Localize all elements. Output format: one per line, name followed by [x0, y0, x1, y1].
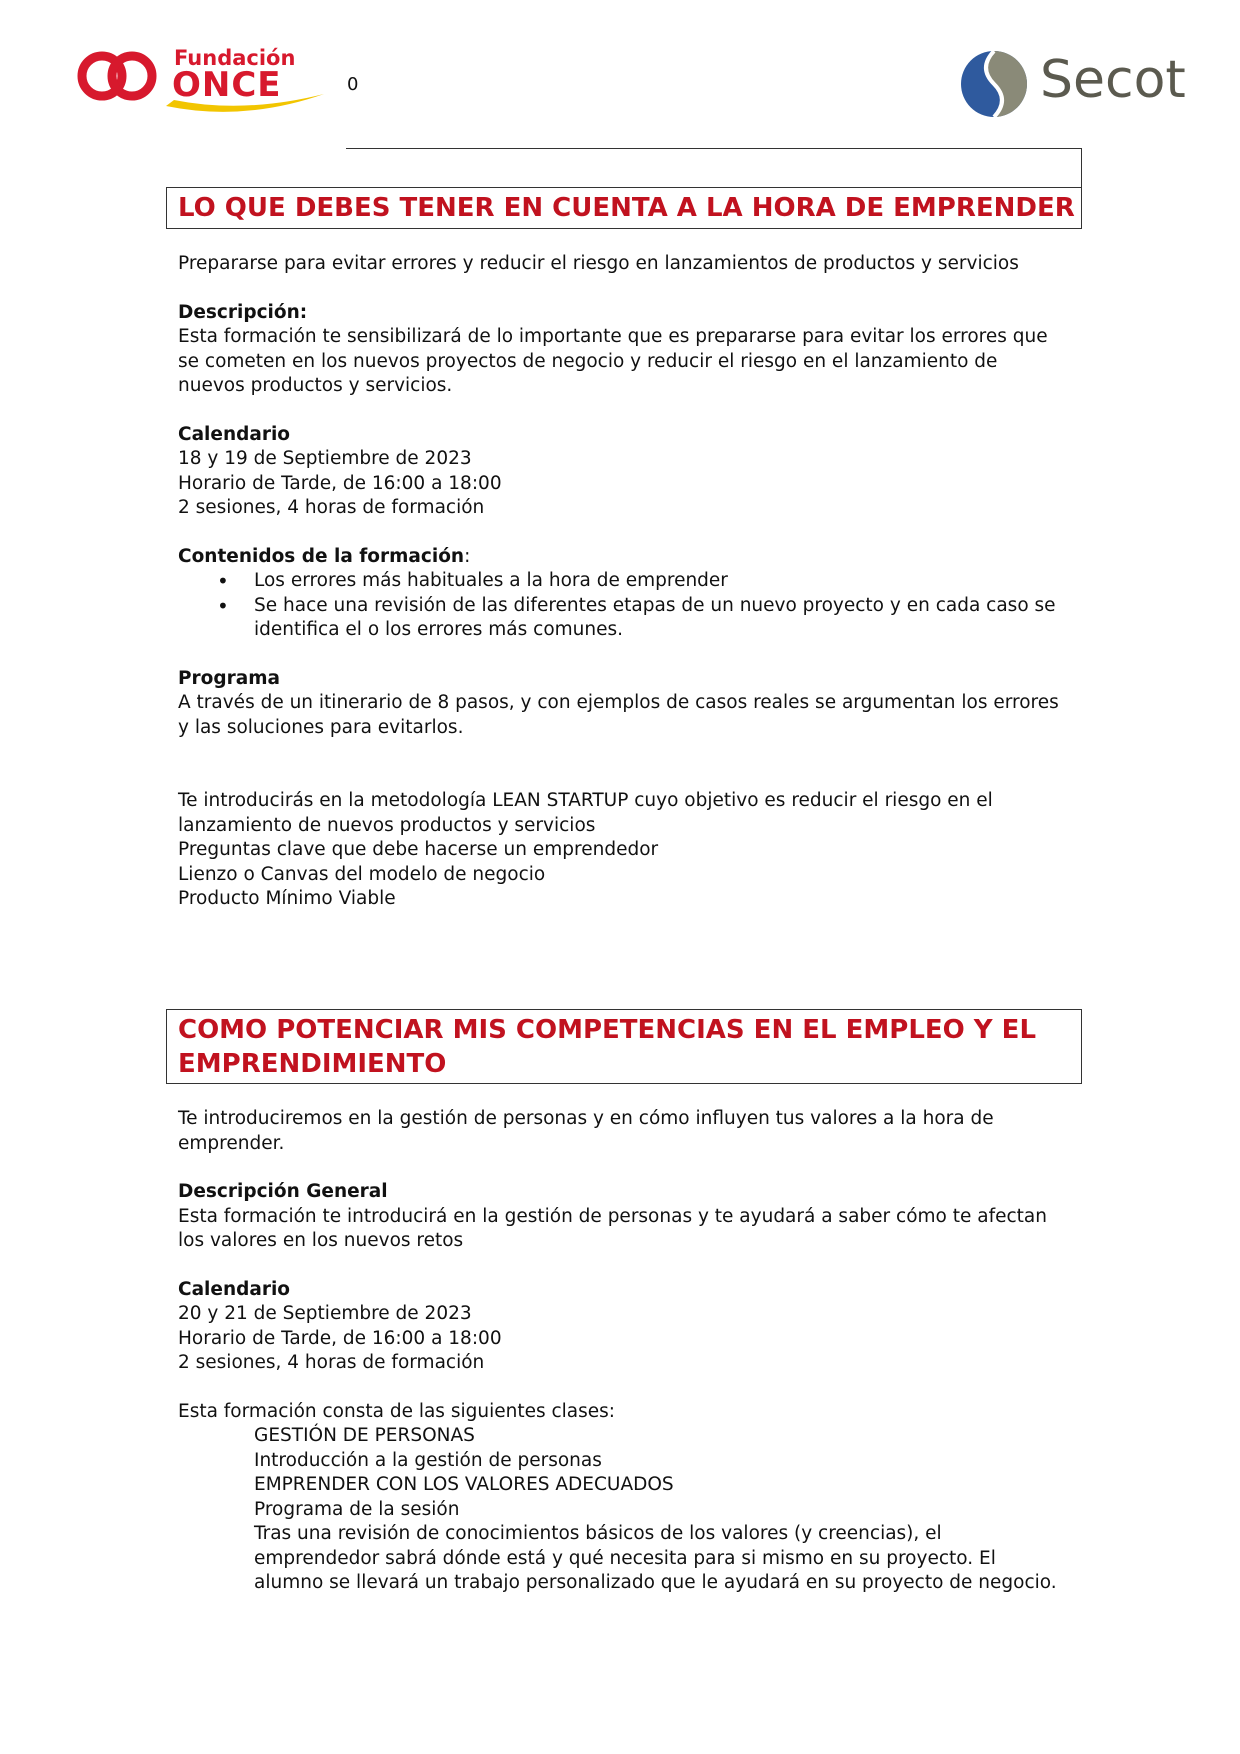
section2-body	[178, 1107, 1078, 1596]
section2-calendar-heading: Calendario	[178, 1278, 291, 1300]
once-logo-line1: Fundación	[174, 46, 296, 70]
section1-lean-line: Lienzo o Canvas del modelo de negocio	[178, 863, 546, 885]
once-logo-line2: ONCE	[172, 65, 282, 105]
section1-calendar-time: Horario de Tarde, de 16:00 a 18:00	[178, 472, 502, 494]
section1-description-heading: Descripción:	[178, 301, 308, 323]
section2-title-box	[166, 1009, 1082, 1084]
section2-class-line: emprendedor sabrá dónde está y qué necesita para si mismo en su proyecto. El	[254, 1547, 996, 1569]
section1-contents-list	[178, 569, 1078, 643]
secot-mark-icon	[958, 48, 1030, 120]
section1-body	[178, 252, 1078, 912]
fundacion-once-logo	[74, 44, 334, 119]
header-divider	[346, 148, 1082, 149]
section1-program-line: y las soluciones para evitarlos.	[178, 716, 464, 738]
section2-description-line: los valores en los nuevos retos	[178, 1230, 464, 1251]
page-number: 0	[347, 74, 359, 95]
section1-lean-line: lanzamiento de nuevos productos y servicios	[178, 814, 596, 836]
secot-logo	[958, 44, 1186, 122]
section1-lean-line: Te introducirás en la metodología LEAN STARTUP cuyo objetivo es reducir el riesgo en el	[178, 790, 993, 811]
section1-lean-line: Preguntas clave que debe hacerse un emprendedor	[178, 839, 659, 860]
list-item-text: Se hace una revisión de las diferentes etapas de un nuevo proyecto y en cada caso se	[254, 594, 1056, 616]
list-item-text: Los errores más habituales a la hora de emprender	[254, 570, 728, 591]
section1-program-heading: Programa	[178, 667, 281, 689]
section2-classes-intro: Esta formación consta de las siguientes clases:	[178, 1400, 616, 1422]
secot-logo-text: Secot	[1040, 50, 1186, 110]
section1-description-line: Esta formación te sensibilizará de lo importante que es prepararse para evitar los errores que	[178, 326, 1048, 347]
section2-intro-line: Te introduciremos en la gestión de personas y en cómo influyen tus valores a la hora de	[178, 1108, 994, 1129]
section1-calendar-sessions: 2 sesiones, 4 horas de formación	[178, 497, 485, 518]
section1-description-line: se cometen en los nuevos proyectos de negocio y reducir el riesgo en el lanzamiento de	[178, 350, 998, 372]
section1-contents-colon: :	[464, 545, 471, 567]
section2-description-line: Esta formación te introducirá en la gestión de personas y te ayudará a saber cómo te afectan	[178, 1205, 1047, 1227]
section2-class-line: Programa de la sesión	[254, 1498, 460, 1520]
section1-calendar-heading: Calendario	[178, 423, 291, 445]
section2-calendar-dates: 20 y 21 de Septiembre de 2023	[178, 1303, 472, 1324]
section1-title-box	[166, 187, 1082, 229]
section2-class-line: GESTIÓN DE PERSONAS	[254, 1425, 475, 1446]
section1-contents-heading: Contenidos de la formación	[178, 545, 465, 567]
section2-title-line: COMO POTENCIAR MIS COMPETENCIAS EN EL EMPLEO Y EL	[178, 1015, 1037, 1045]
section2-title-line: EMPRENDIMIENTO	[178, 1049, 447, 1079]
section2-description-heading: Descripción General	[178, 1181, 388, 1202]
section2-class-line: Tras una revisión de conocimientos básicos de los valores (y creencias), el	[254, 1523, 942, 1544]
section1-subtitle: Prepararse para evitar errores y reducir el riesgo en lanzamientos de productos y servicios	[178, 253, 1019, 274]
section1-lean-line: Producto Mínimo Viable	[178, 888, 396, 909]
section1-contents-heading-row	[178, 545, 1078, 570]
list-item	[178, 569, 1078, 594]
section2-calendar-sessions: 2 sesiones, 4 horas de formación	[178, 1352, 485, 1373]
section1-program-line: A través de un itinerario de 8 pasos, y con ejemplos de casos reales se argumentan los errores	[178, 692, 1059, 713]
section2-class-line: alumno se llevará un trabajo personalizado que le ayudará en su proyecto de negocio.	[254, 1572, 1057, 1593]
section2-calendar-time: Horario de Tarde, de 16:00 a 18:00	[178, 1327, 502, 1349]
section2-intro-line: emprender.	[178, 1132, 285, 1154]
list-item-text: identifica el o los errores más comunes.	[254, 619, 624, 640]
header-divider-stub	[1081, 148, 1082, 188]
list-item	[178, 594, 1078, 643]
section2-class-line: Introducción a la gestión de personas	[254, 1449, 602, 1471]
section1-calendar-dates: 18 y 19 de Septiembre de 2023	[178, 448, 472, 469]
section1-title: LO QUE DEBES TENER EN CUENTA A LA HORA DE EMPRENDER	[178, 193, 1075, 223]
section2-class-line: EMPRENDER CON LOS VALORES ADECUADOS	[254, 1474, 674, 1495]
section1-description-line: nuevos productos y servicios.	[178, 375, 453, 396]
